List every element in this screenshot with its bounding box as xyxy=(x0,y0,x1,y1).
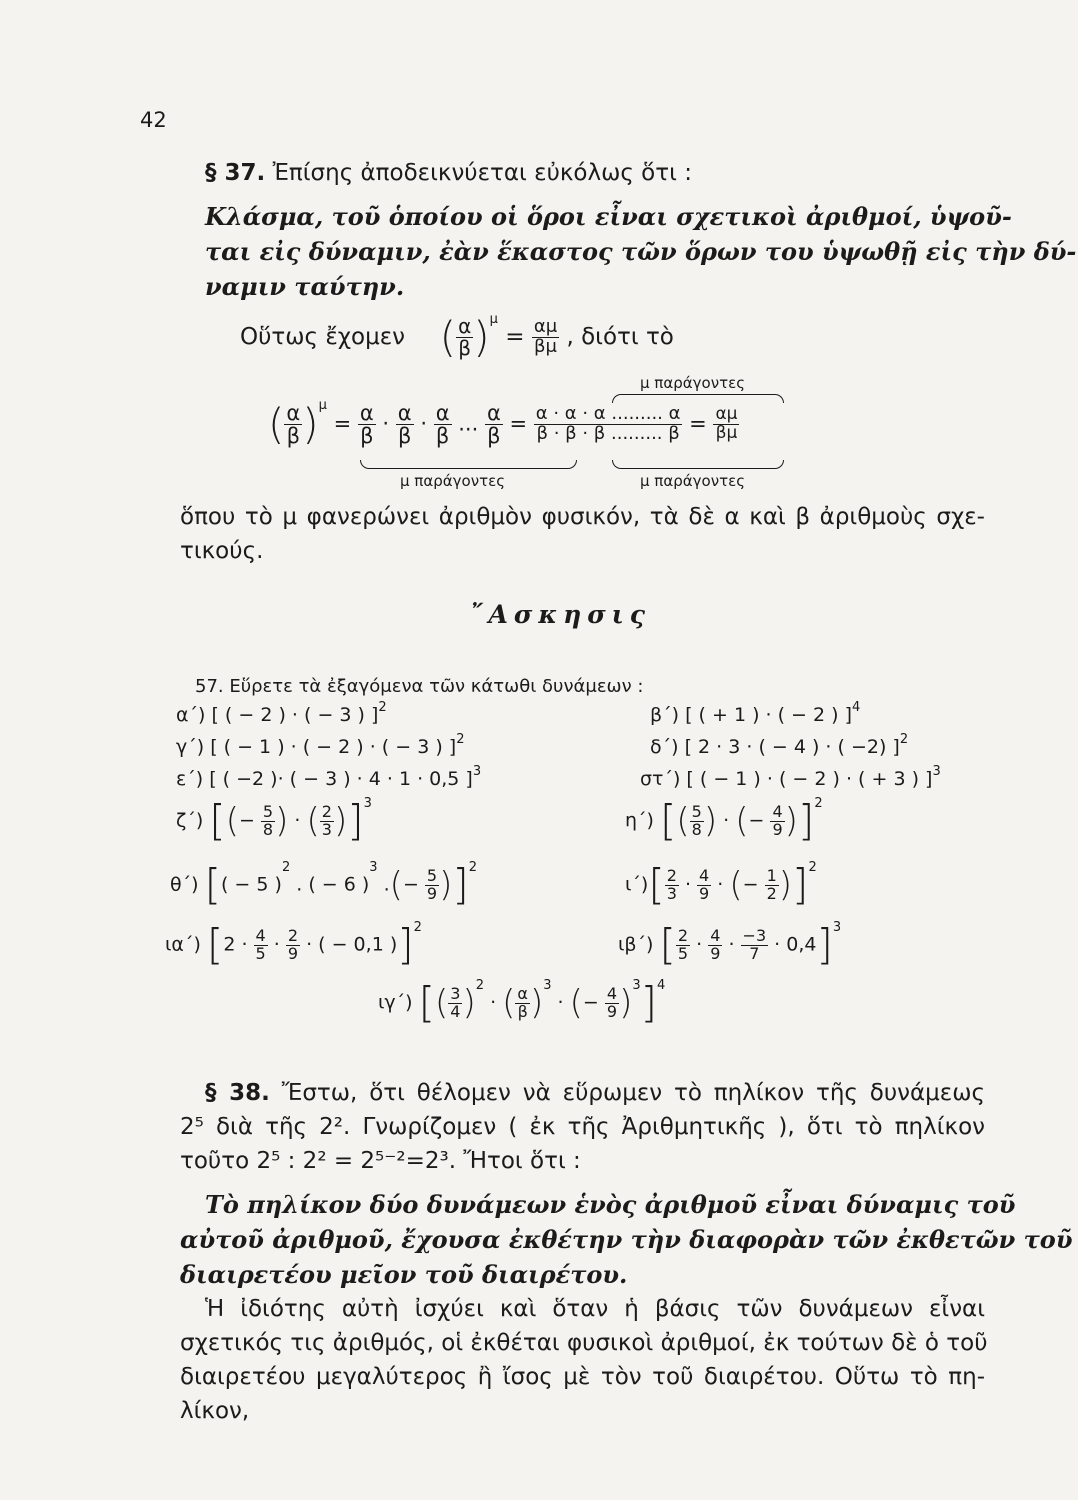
sec37-rule-1: Κλάσμα, τοῦ ὁποίου οἱ ὅροι εἶναι σχετικοὶ ἀριθμοί, ὑψοῦ- xyxy=(205,202,1012,231)
sec37-formula-line: Οὕτως ἔχομεν ( $\frac{\alpha}{\beta}$ )$^\mu$ = $\frac{\alpha\mu}{\beta\mu}$ , διότι τὸ xyxy=(240,312,674,362)
factors-label-top: μ παράγοντες xyxy=(640,374,746,392)
ex-a: α΄) [ ( − 2 ) · ( − 3 ) ]$^2$ xyxy=(176,700,387,726)
factors-label-right: μ παράγοντες xyxy=(640,472,746,490)
f1-d: β xyxy=(360,424,374,449)
sec38-line-3: τοῦτο 2⁵ : 2² = 2⁵⁻²=2³. Ἤτοι ὅτι : xyxy=(180,1148,581,1174)
ex-st: στ΄) [ ( − 1 ) · ( − 2 ) · ( + 3 ) ]$^3$ xyxy=(640,764,941,790)
frac-num-alpha: α xyxy=(458,314,472,338)
frac-bmu: βμ xyxy=(534,336,557,357)
sec38-line-1 xyxy=(205,1080,985,1106)
sec37-rule-3: ναμιν ταύτην. xyxy=(205,272,405,301)
sec37-mark: § 37. xyxy=(205,160,266,186)
outos-text: Οὕτως ἔχομεν xyxy=(240,324,406,350)
f4-d: β xyxy=(487,424,501,449)
q57-text: 57. Εὕρετε τὰ ἐξαγόμενα τῶν κάτωθι δυνάμεων : xyxy=(195,676,644,697)
where-line-2: τικούς. xyxy=(180,538,264,564)
under-brace-1 xyxy=(360,460,577,469)
ex-i: ι΄)[ $\frac{2}{3}$ · $\frac{4}{9}$ · (− $\frac{1}{2}$ )]$^2$ xyxy=(625,860,817,909)
ex-b: β΄) [ ( + 1 ) · ( − 2 ) ]$^4$ xyxy=(650,700,861,726)
where-line-1: ὅπου τὸ μ φανερώνει ἀριθμὸν φυσικόν, τὰ δὲ α καὶ β ἀριθμοὺς σχε- xyxy=(180,504,985,530)
factors-label-left: μ παράγοντες xyxy=(400,472,506,490)
under-brace-2 xyxy=(612,460,784,469)
sec37-intro-line xyxy=(205,160,692,186)
f2-n: α xyxy=(397,401,412,425)
res-amu: αμ xyxy=(715,404,738,425)
sec38-prop-3: διαιρετέου μεγαλύτερος ἢ ἴσος μὲ τὸν τοῦ διαιρέτου. Οὕτω τὸ πη- xyxy=(180,1364,985,1390)
sec38-prop-1: Ἡ ἰδιότης αὐτὴ ἰσχύει καὶ ὅταν ἡ βάσις τῶν δυνάμεων εἶναι xyxy=(205,1296,985,1322)
exp-mu-2: μ xyxy=(318,398,327,413)
f3-d: β xyxy=(435,424,450,449)
exercises-heading: ῎Ασκησις xyxy=(470,600,651,629)
exp-beta: β xyxy=(286,424,301,449)
sec38-line-2: 2⁵ διὰ τῆς 2². Γνωρίζομεν ( ἐκ τῆς Ἀριθμητικῆς ), ὅτι τὸ πηλίκον xyxy=(180,1114,985,1140)
res-bmu: βμ xyxy=(715,423,738,444)
exp-alpha: α xyxy=(286,401,301,425)
sec38-rule-3: διαιρετέου μεῖον τοῦ διαιρέτου. xyxy=(180,1260,628,1289)
frac-amu: αμ xyxy=(533,316,558,338)
frac-den-beta: β xyxy=(458,336,472,360)
ex-c: γ΄) [ ( − 1 ) · ( − 2 ) · ( − 3 ) ]$^2$ xyxy=(176,732,465,758)
ex-ia: ια΄) [2 · $\frac{4}{5}$ · $\frac{2}{9}$ · ( − 0,1 )]$^2$ xyxy=(165,920,422,969)
sec38-rule-2: αὐτοῦ ἀριθμοῦ, ἔχουσα ἐκθέτην τὴν διαφορὰν τῶν ἐκθετῶν τοῦ xyxy=(180,1225,1073,1254)
sec38-prop-2: σχετικός τις ἀριθμός, οἱ ἐκθέται φυσικοὶ ἀριθμοί, ἐκ τούτων δὲ ὁ τοῦ xyxy=(180,1330,988,1356)
ex-th: θ΄) [( − 5 )$^2$ . ( − 6 )$^3$ .(− $\frac{5}{9}$ )]$^2$ xyxy=(170,860,478,909)
den-product: β · β · β ......... β xyxy=(536,423,680,445)
sec37-intro: Ἐπίσης ἀποδεικνύεται εὐκόλως ὅτι : xyxy=(272,160,692,186)
sec38-prop-4: λίκον, xyxy=(180,1398,250,1424)
ex-z: ζ΄) [(− $\frac{5}{8}$ ) · ( $\frac{2}{3}$ )]$^3$ xyxy=(176,796,372,845)
ex-e: ε΄) [ ( −2 )· ( − 3 ) · 4 · 1 · 0,5 ]$^3$ xyxy=(176,764,482,790)
sec38-rule-1: Τὸ πηλίκον δύο δυνάμεων ἑνὸς ἀριθμοῦ εἶναι δύναμις τοῦ xyxy=(205,1190,1016,1219)
f1-n: α xyxy=(359,401,374,425)
exp-mu: μ xyxy=(489,312,498,327)
f3-n: α xyxy=(435,401,450,425)
f2-d: β xyxy=(398,424,412,449)
sec38-mark: § 38. xyxy=(205,1080,270,1106)
sec38-line-1-text: Ἔστω, ὅτι θέλομεν νὰ εὕρωμεν τὸ πηλίκον τῆς δυνάμεως xyxy=(281,1080,985,1106)
dioti-text: , διότι τὸ xyxy=(566,324,674,350)
f4-n: α xyxy=(486,401,501,425)
ex-ib: ιβ΄) [ $\frac{2}{5}$ · $\frac{4}{9}$ · $\frac{-3}{7}$ · 0,4]$^3$ xyxy=(618,920,842,969)
expansion-line: ( $\frac{\alpha}{\beta}$ )$^\mu$ = $\frac{\alpha}{\beta}$ · $\frac{\alpha}{\beta}$ · $\frac{\alpha}{\beta}$ ... $\frac{\alpha}{\beta}$ = $\frac{\alpha \cdot \alpha \cdot \alpha ......... \alpha}{\beta \cdot \beta \cdot \beta ......... \beta}$ = $\frac{\alpha\mu}{\beta\mu}$ xyxy=(268,398,738,449)
ex-ig: ιγ΄) [( $\frac{3}{4}$ )$^2$ · ( $\frac{\alpha}{\beta}$ )$^3$ · (− $\frac{4}{9}$ )$^3$]$^4$ xyxy=(378,978,666,1027)
num-product: α · α · α ......... α xyxy=(535,403,681,425)
ex-h: η΄) [( $\frac{5}{8}$ ) · (− $\frac{4}{9}$ )]$^2$ xyxy=(625,796,823,845)
page-number: 42 xyxy=(140,108,167,132)
sec37-rule-2: ται εἰς δύναμιν, ἐὰν ἕκαστος τῶν ὅρων του ὑψωθῇ εἰς τὴν δύ- xyxy=(205,237,1077,266)
ex-d: δ΄) [ 2 · 3 · ( − 4 ) · ( −2) ]$^2$ xyxy=(650,732,909,758)
